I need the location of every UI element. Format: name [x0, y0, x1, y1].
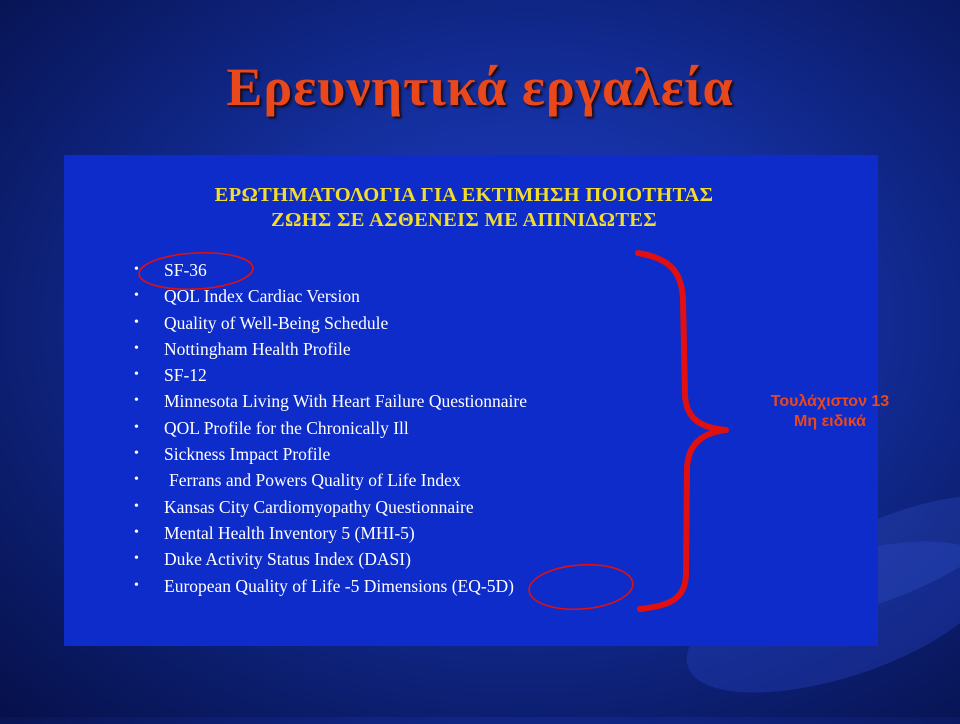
bullet: •: [134, 446, 139, 462]
annotation-line: Τουλάχιστον 13: [770, 393, 890, 410]
bullet: •: [134, 498, 139, 514]
list-item-text: Minnesota Living With Heart Failure Questionnaire: [164, 391, 527, 412]
bullet: •: [134, 288, 139, 304]
list-item-text: SF-36: [164, 260, 207, 280]
bullet: •: [134, 577, 139, 593]
annotation-line: Μη ειδικά: [794, 413, 866, 430]
list-item-text: QOL Index Cardiac Version: [164, 286, 360, 307]
bullet: •: [134, 551, 139, 567]
panel-heading-line: ΕΡΩΤΗΜΑΤΟΛΟΓΙΑ ΓΙΑ ΕΚΤΙΜΗΣΗ ΠΟΙΟΤΗΤΑΣ: [214, 184, 714, 206]
bullet: •: [134, 314, 139, 330]
bullet: •: [134, 524, 139, 540]
highlight-ellipse-sf36: [138, 250, 254, 292]
list-item-text: Sickness Impact Profile: [164, 444, 331, 465]
bullet: •: [134, 262, 139, 277]
list-item-text: Kansas City Cardiomyopathy Questionnaire: [164, 496, 474, 517]
list-item-text: Ferrans and Powers Quality of Life Index: [169, 470, 461, 491]
list-item-text: Quality of Well-Being Schedule: [164, 312, 389, 333]
bullet: •: [134, 393, 139, 409]
list-item-text: Mental Health Inventory 5 (MHI-5): [164, 522, 415, 543]
bullet: •: [134, 472, 139, 488]
slide-title: Ερευνητικά εργαλεία: [226, 57, 734, 117]
bullet: •: [134, 340, 139, 356]
annotation-label: [740, 392, 920, 432]
highlight-ellipse-eq5d: [528, 561, 635, 612]
panel-heading-line: ΖΩΗΣ ΣΕ ΑΣΘΕΝΕΙΣ ΜΕ ΑΠΙΝΙΔΩΤΕΣ: [271, 209, 657, 231]
curly-brace: [638, 253, 726, 609]
list-item-text: SF-12: [164, 365, 207, 386]
bullet: •: [134, 367, 139, 383]
list-item-text: Nottingham Health Profile: [164, 338, 351, 359]
bullet: •: [134, 419, 139, 435]
list-item-text: European Quality of Life -5 Dimensions (EQ-5D): [164, 575, 514, 596]
list-item-text: Duke Activity Status Index (DASI): [164, 549, 411, 570]
list-item-text: QOL Profile for the Chronically Ill: [164, 417, 409, 438]
